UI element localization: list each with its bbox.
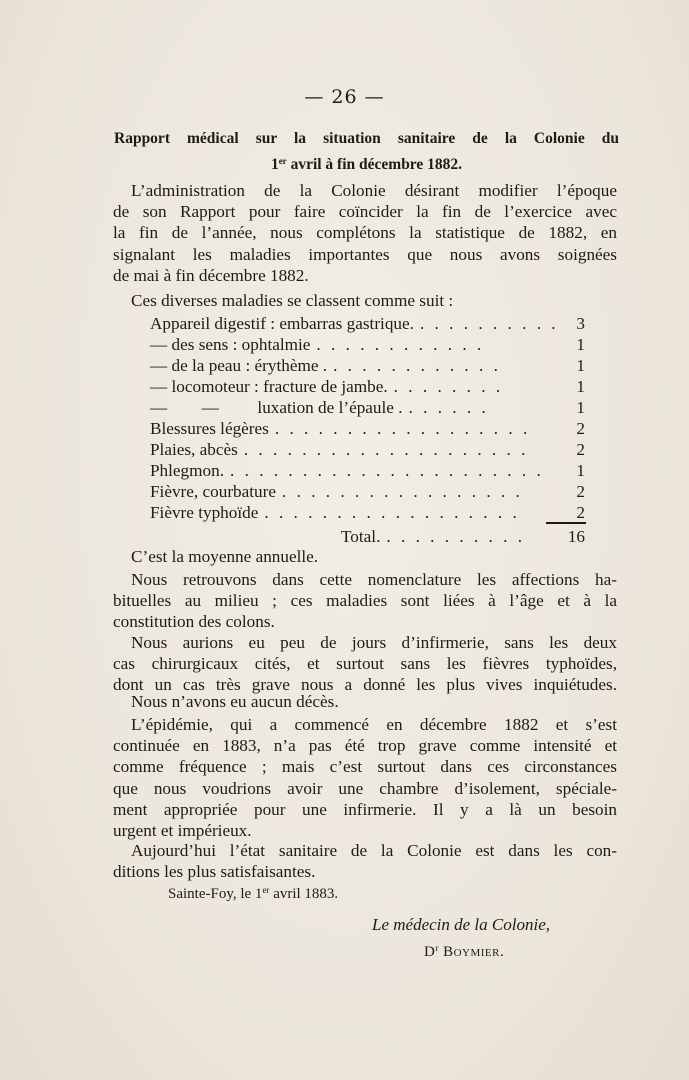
paragraph-line: Nous aurions eu peu de jours d’infirmerie, sans les deux <box>131 633 617 652</box>
paragraph-line: cas chirurgicaux cités, et surtout sans les fièvres typhoïdes, <box>113 654 617 674</box>
table-row: Fièvre, courbature . . . . . . . . . . . . . . . . . 2 <box>150 482 585 501</box>
paragraph-line: bituelles au milieu ; ces maladies sont liées à l’âge et à la <box>113 591 617 611</box>
paragraph-line: Nous retrouvons dans cette nomenclature les affections ha- <box>131 570 617 589</box>
title-day-sup: er <box>278 156 287 166</box>
total-label: Total. <box>341 527 381 546</box>
row-label: — locomoteur : fracture de jambe. <box>150 377 388 396</box>
row-value: 1 <box>576 398 585 417</box>
signature-surname: Boymier. <box>438 944 505 960</box>
intro-paragraph <box>113 180 617 286</box>
signature-role: Le médecin de la Colonie, <box>372 915 550 934</box>
date-sup: er <box>262 885 270 895</box>
table-row: Plaies, abcès . . . . . . . . . . . . . . . . . . . . 2 <box>150 440 585 459</box>
page-number: — 26 — <box>304 86 385 108</box>
row-label: Fièvre typhoïde <box>150 503 259 522</box>
row-label: Fièvre, courbature <box>150 482 276 501</box>
row-label: Blessures légères <box>150 419 269 438</box>
total-value: 16 <box>567 527 585 546</box>
table-row: — de la peau : érythème . . . . . . . . . . . . . 1 <box>150 356 585 375</box>
intro-line: la fin de l’année, nous complétons la statistique de 1882, en <box>113 223 617 243</box>
date-pre: Sainte-Foy, le 1 <box>168 886 263 902</box>
paragraph-deces: Nous n’avons eu aucun décès. <box>131 692 339 711</box>
table-row: — des sens : ophtalmie . . . . . . . . . . . . 1 <box>150 335 585 354</box>
row-value: 2 <box>576 440 585 459</box>
row-value: 1 <box>576 377 585 396</box>
row-label: — des sens : ophtalmie <box>150 335 311 354</box>
paragraph-affections <box>113 569 617 633</box>
date-line <box>168 885 338 903</box>
paragraph-line: urgent et impérieux. <box>113 821 252 841</box>
row-label: — de la peau : érythème . <box>150 356 328 375</box>
paragraph-line: L’épidémie, qui a commencé en décembre 1882 et s’est <box>131 715 617 734</box>
intro-line: signalant les maladies importantes que nous avons soignées <box>113 244 617 264</box>
table-row: — — luxation de l’épaule . . . . . . . 1 <box>150 398 585 417</box>
paragraph-line: ment appropriée pour une infirmerie. Il y a là un besoin <box>113 799 617 819</box>
row-value: 1 <box>576 356 585 375</box>
intro-line: de son Rapport pour faire coïncider la fin de l’exercice avec <box>113 202 617 222</box>
row-label: Plaies, abcès <box>150 440 238 459</box>
title-line-1: Rapport médical sur la situation sanitaire de la Colonie du <box>114 130 619 147</box>
table-row: Phlegmon. . . . . . . . . . . . . . . . . . . . . . . 1 <box>150 461 585 480</box>
intro-line: de mai à fin décembre 1882. <box>113 265 309 285</box>
table-row: Fièvre typhoïde . . . . . . . . . . . . . . . . . . 2 <box>150 503 585 522</box>
paragraph-line: continuée en 1883, n’a pas été trop grave comme intensité et <box>113 736 617 756</box>
classification-lead: Ces diverses maladies se classent comme suit : <box>131 291 454 310</box>
total-row: Total. . . . . . . . . . . 16 <box>341 527 585 546</box>
signature-name <box>424 943 504 961</box>
paragraph-line: Aujourd’hui l’état sanitaire de la Colonie est dans les con- <box>131 841 617 860</box>
date-post: avril 1883. <box>269 886 339 902</box>
row-label: Phlegmon. <box>150 461 225 480</box>
title-day: 1 <box>270 156 279 173</box>
paragraph-line: ditions les plus satisfaisantes. <box>113 862 316 882</box>
paragraph-line: que nous voudrions avoir une chambre d’isolement, spéciale- <box>113 778 617 798</box>
intro-line: L’administration de la Colonie désirant modifier l’époque <box>131 181 617 200</box>
signature-title-sup: r <box>435 943 439 953</box>
paragraph-etat-sanitaire <box>113 840 617 882</box>
paragraph-epidemie <box>113 714 617 841</box>
row-value: 2 <box>576 503 585 522</box>
title-line-2 <box>271 156 462 173</box>
row-value: 2 <box>576 419 585 438</box>
moyenne-line: C’est la moyenne annuelle. <box>131 547 319 566</box>
row-value: 3 <box>576 314 585 333</box>
table-row: Appareil digestif : embarras gastrique. . . . . . . . . . . 3 <box>150 314 585 333</box>
signature-title: D <box>424 944 436 960</box>
paragraph-line: dont un cas très grave nous a donné les plus vives inquiétudes. <box>113 675 617 695</box>
paragraph-line: constitution des colons. <box>113 612 275 632</box>
table-row: Blessures légères . . . . . . . . . . . . . . . . . . 2 <box>150 419 585 438</box>
table-row: — locomoteur : fracture de jambe. . . . . . . . . 1 <box>150 377 585 396</box>
row-label: — — luxation de l’épaule . <box>150 398 403 417</box>
row-label: Appareil digestif : embarras gastrique. <box>150 314 414 333</box>
paragraph-line: comme fréquence ; mais c’est surtout dans ces circonstances <box>113 757 617 777</box>
row-value: 1 <box>576 335 585 354</box>
row-value: 2 <box>576 482 585 501</box>
report-title <box>114 128 619 176</box>
row-value: 1 <box>576 461 585 480</box>
total-rule <box>546 522 586 524</box>
paragraph-infirmerie <box>113 632 617 696</box>
title-period: avril à fin décembre 1882. <box>286 156 463 173</box>
